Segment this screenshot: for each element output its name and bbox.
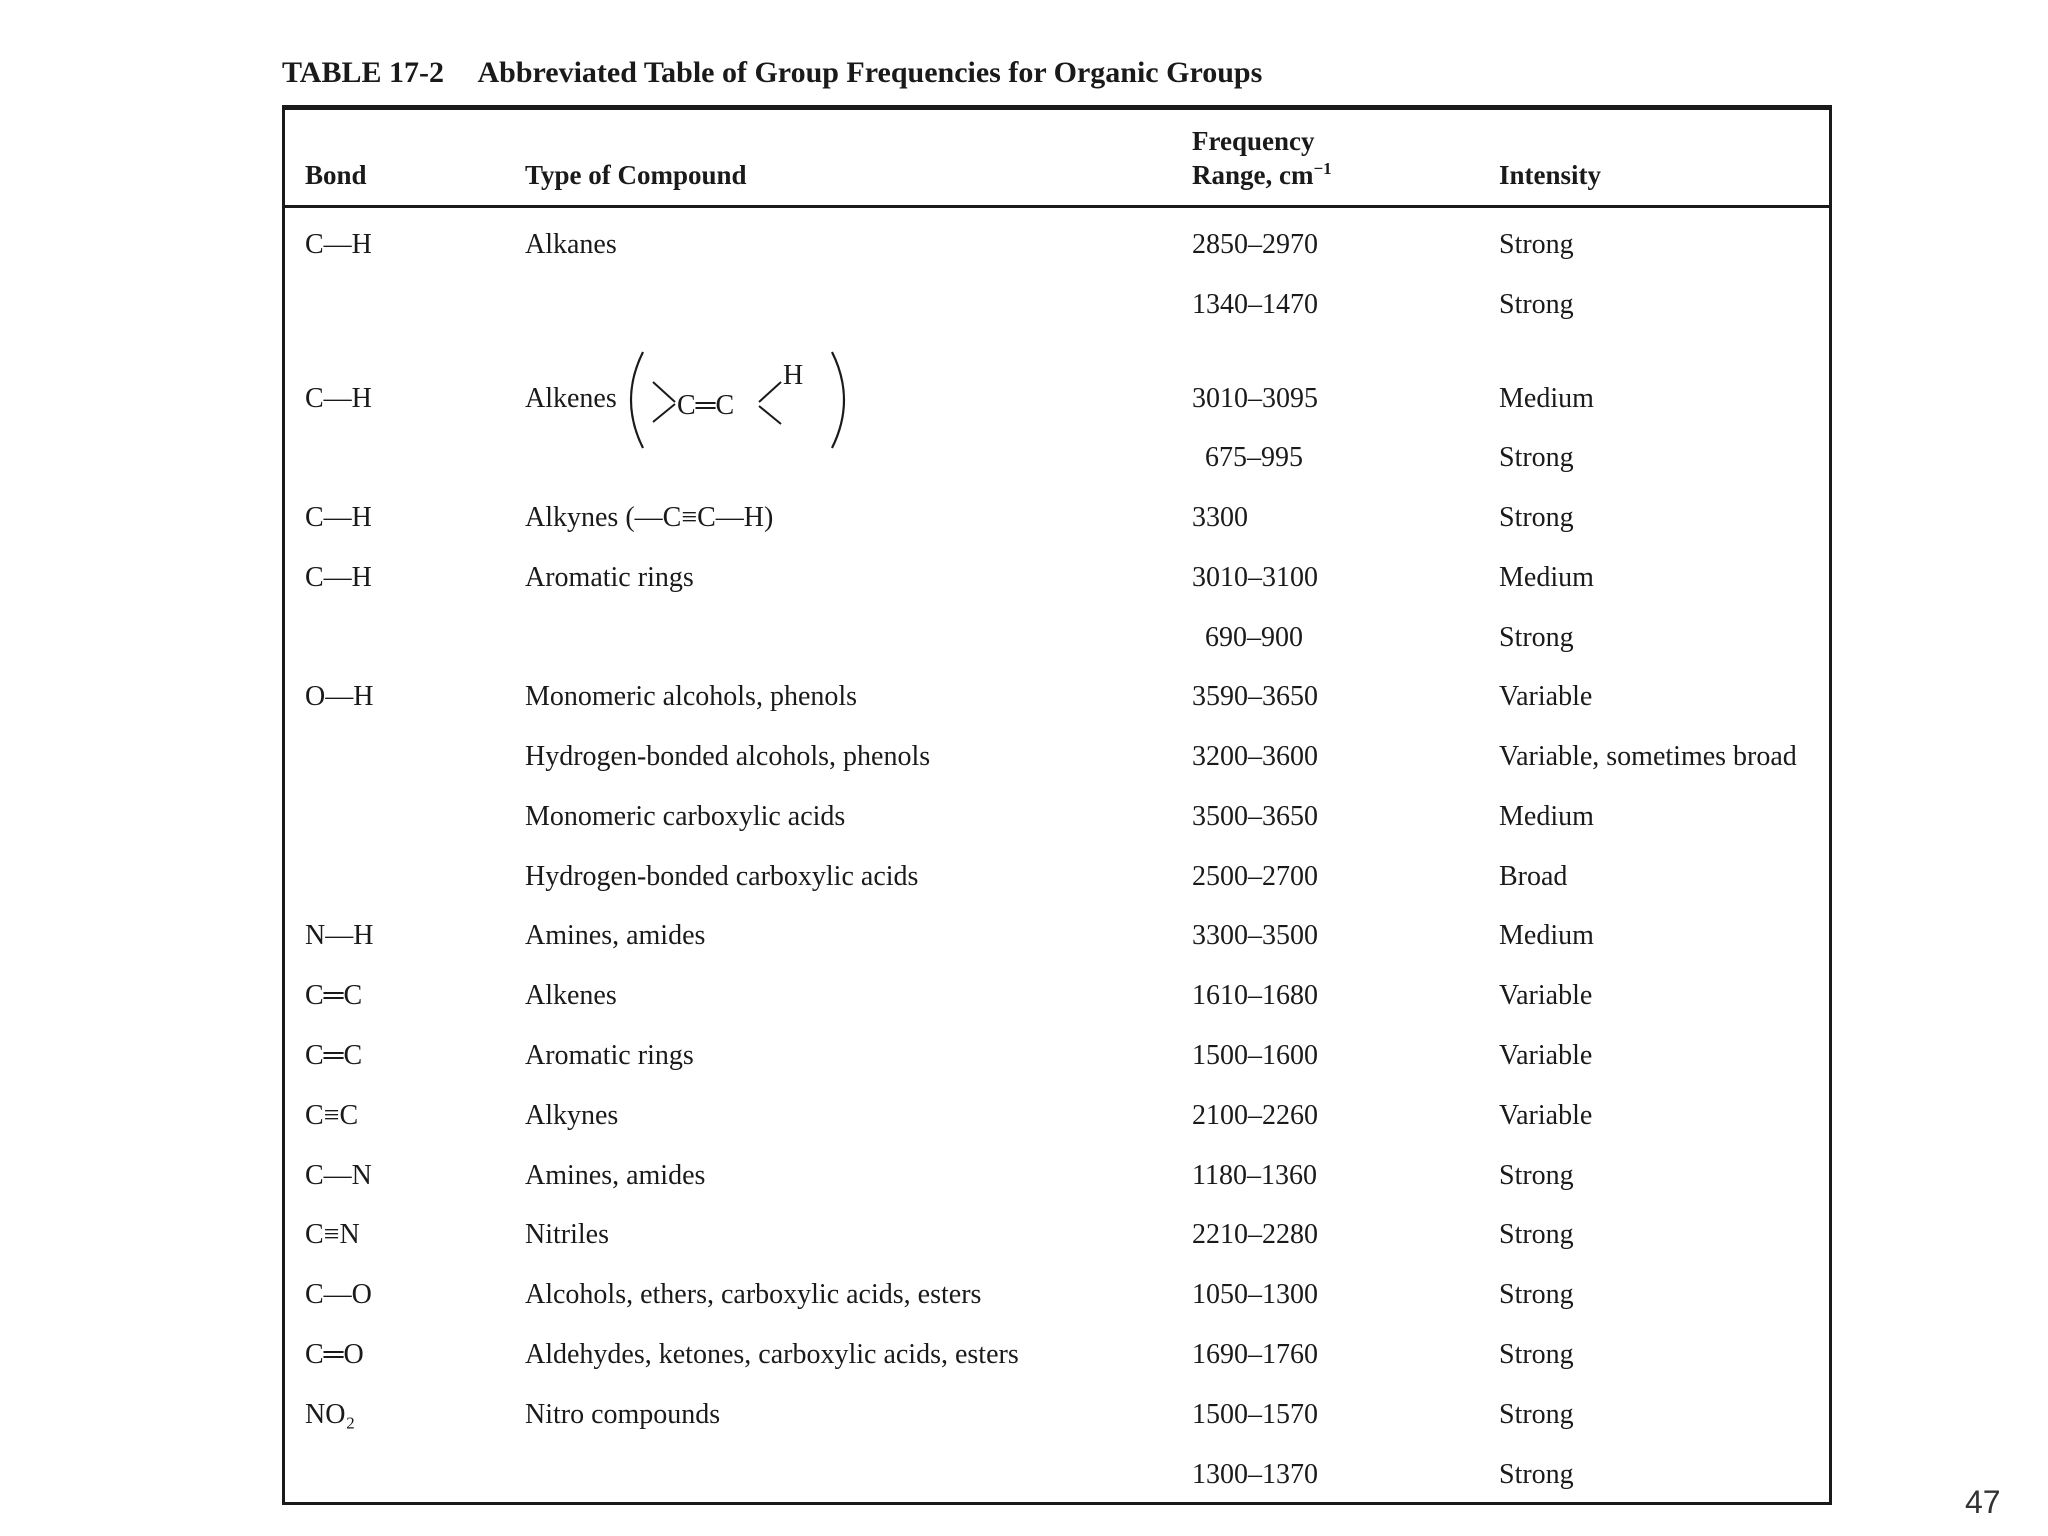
table-row [285, 1096, 1829, 1136]
cell-intensity: Medium [1499, 920, 1594, 951]
cell-type: Alkenes [525, 383, 617, 414]
cell-frequency: 3590–3650 [1192, 681, 1318, 712]
table-title: Abbreviated Table of Group Frequencies for Organic Groups [477, 56, 1263, 89]
cell-intensity: Medium [1499, 801, 1594, 832]
cell-bond: C—H [305, 562, 372, 593]
cell-type: Hydrogen-bonded carboxylic acids [525, 861, 919, 892]
table-row [285, 225, 1829, 265]
header-intensity: Intensity [1499, 160, 1602, 190]
cell-frequency: 1180–1360 [1192, 1160, 1317, 1191]
cell-frequency: 3010–3100 [1192, 562, 1318, 593]
cell-type: Monomeric carboxylic acids [525, 801, 846, 832]
table-row [285, 618, 1829, 658]
cell-frequency: 2100–2260 [1192, 1100, 1318, 1131]
header-frequency [1192, 124, 1332, 192]
table-row [285, 677, 1829, 717]
cell-intensity: Strong [1499, 1160, 1574, 1191]
table-row [285, 916, 1829, 956]
cell-bond: C—O [305, 1279, 372, 1310]
cell-intensity: Strong [1499, 1219, 1574, 1250]
cell-intensity: Strong [1499, 289, 1574, 320]
cell-frequency: 2850–2970 [1192, 229, 1318, 260]
cell-bond: C═C [305, 980, 363, 1011]
cell-bond: NO₂ [305, 1399, 356, 1430]
cell-bond: O—H [305, 681, 374, 712]
cell-frequency: 1340–1470 [1192, 289, 1318, 320]
cell-intensity: Strong [1499, 1339, 1574, 1370]
cell-frequency: 3500–3650 [1192, 801, 1318, 832]
left-paren [631, 352, 643, 448]
cell-frequency: 1610–1680 [1192, 980, 1318, 1011]
cell-intensity: Variable [1499, 1100, 1593, 1131]
cell-type: Alcohols, ethers, carboxylic acids, esters [525, 1279, 982, 1310]
cell-type: Nitro compounds [525, 1399, 721, 1430]
table-row [285, 1215, 1829, 1255]
cell-type: Amines, amides [525, 1160, 706, 1191]
table-frame [282, 107, 1832, 1505]
table-row [285, 558, 1829, 598]
header-frequency-line2: Range, cm [1192, 160, 1314, 190]
table-row [285, 1395, 1829, 1435]
cell-frequency: 675–995 [1205, 442, 1303, 473]
cell-intensity: Strong [1499, 502, 1574, 533]
cell-frequency: 2500–2700 [1192, 861, 1318, 892]
cell-type: Hydrogen-bonded alcohols, phenols [525, 741, 931, 772]
table-row [285, 1455, 1829, 1495]
cell-intensity: Strong [1499, 229, 1574, 260]
cell-type: Monomeric alcohols, phenols [525, 681, 858, 712]
page-number: 47 [1965, 1484, 2001, 1520]
table-row [285, 737, 1829, 777]
cell-frequency: 3010–3095 [1192, 383, 1318, 414]
cell-intensity: Strong [1499, 1459, 1574, 1490]
header-frequency-unit-exp: −1 [1313, 159, 1332, 178]
cell-bond: C≡C [305, 1100, 359, 1131]
table-caption [282, 56, 1262, 90]
table-row [285, 1275, 1829, 1315]
cell-bond: N—H [305, 920, 374, 951]
cell-bond: C—H [305, 229, 372, 260]
cell-frequency: 1300–1370 [1192, 1459, 1318, 1490]
cell-frequency: 3300–3500 [1192, 920, 1318, 951]
cell-type: Nitriles [525, 1219, 609, 1250]
cell-type: Aldehydes, ketones, carboxylic acids, esters [525, 1339, 1019, 1370]
header-bond: Bond [305, 160, 367, 190]
table-row [285, 498, 1829, 538]
cell-frequency: 1500–1600 [1192, 1040, 1318, 1071]
bond-line-upper-left [653, 382, 675, 402]
double-bond-label: C═C [677, 390, 735, 421]
cell-type: Alkenes [525, 980, 617, 1011]
cell-intensity: Variable [1499, 980, 1593, 1011]
header-frequency-line1: Frequency [1192, 126, 1315, 156]
bond-line-lower-right [759, 406, 781, 424]
cell-type: Alkynes (—C≡C—H) [525, 502, 774, 533]
cell-bond: C═C [305, 1040, 363, 1071]
bond-line-lower-left [653, 404, 675, 422]
cell-intensity: Broad [1499, 861, 1568, 892]
cell-type: Aromatic rings [525, 1040, 694, 1071]
cell-bond: C—H [305, 383, 372, 414]
table-row [285, 285, 1829, 325]
table-row [285, 976, 1829, 1016]
cell-bond: C≡N [305, 1219, 360, 1250]
cell-intensity: Strong [1499, 1399, 1574, 1430]
table-header [285, 110, 1829, 208]
cell-frequency: 3300 [1192, 502, 1248, 533]
table-row [285, 857, 1829, 897]
cell-bond: C—N [305, 1160, 372, 1191]
cell-intensity: Variable [1499, 681, 1593, 712]
cell-frequency: 3200–3600 [1192, 741, 1318, 772]
cell-intensity: Strong [1499, 1279, 1574, 1310]
hydrogen-label: H [783, 360, 804, 391]
cell-intensity: Strong [1499, 622, 1574, 653]
table-label: TABLE 17-2 [282, 56, 444, 89]
table-row [285, 797, 1829, 837]
cell-intensity: Variable, sometimes broad [1499, 741, 1797, 772]
cell-type: Aromatic rings [525, 562, 694, 593]
cell-type: Amines, amides [525, 920, 706, 951]
table-row [285, 438, 1829, 478]
cell-intensity: Medium [1499, 562, 1594, 593]
right-paren [832, 352, 844, 448]
cell-frequency: 690–900 [1205, 622, 1303, 653]
cell-frequency: 1500–1570 [1192, 1399, 1318, 1430]
cell-type: Alkynes [525, 1100, 619, 1131]
cell-type: Alkanes [525, 229, 617, 260]
cell-intensity: Variable [1499, 1040, 1593, 1071]
cell-bond: C—H [305, 502, 372, 533]
cell-intensity: Strong [1499, 442, 1574, 473]
table-row [285, 1335, 1829, 1375]
table-row [285, 1036, 1829, 1076]
cell-frequency: 1690–1760 [1192, 1339, 1318, 1370]
cell-frequency: 2210–2280 [1192, 1219, 1318, 1250]
alkene-structure-diagram [625, 350, 850, 450]
cell-frequency: 1050–1300 [1192, 1279, 1318, 1310]
table-row [285, 379, 1829, 419]
table-row [285, 1156, 1829, 1196]
header-type: Type of Compound [525, 160, 747, 190]
cell-bond: C═O [305, 1339, 364, 1370]
bond-line-upper-right [759, 382, 781, 402]
cell-intensity: Medium [1499, 383, 1594, 414]
